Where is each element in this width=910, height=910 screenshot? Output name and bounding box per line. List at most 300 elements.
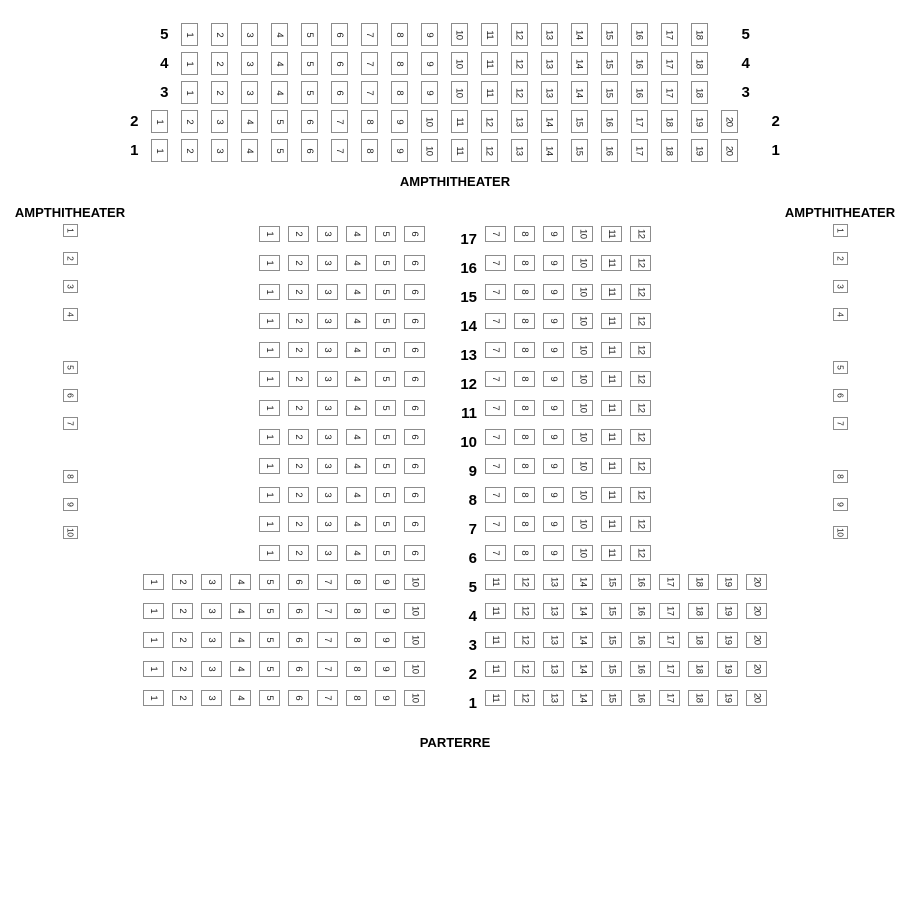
seat-side-right[interactable] [833, 224, 848, 237]
seat-parterre[interactable] [404, 516, 425, 532]
seat-parterre[interactable] [572, 313, 593, 329]
seat-top-amphitheater[interactable] [361, 110, 378, 133]
seat-top-amphitheater[interactable] [691, 81, 708, 104]
seat-parterre[interactable] [230, 690, 251, 706]
seat-parterre[interactable] [601, 226, 622, 242]
seat-parterre[interactable] [259, 429, 280, 445]
seat-parterre[interactable] [288, 661, 309, 677]
seat-parterre[interactable] [346, 255, 367, 271]
seat-parterre[interactable] [346, 313, 367, 329]
seat-parterre[interactable] [543, 429, 564, 445]
seat-parterre[interactable] [485, 429, 506, 445]
seat-parterre[interactable] [288, 516, 309, 532]
seat-parterre[interactable] [375, 458, 396, 474]
seat-top-amphitheater[interactable] [601, 81, 618, 104]
seat-top-amphitheater[interactable] [301, 52, 318, 75]
seat-top-amphitheater[interactable] [391, 110, 408, 133]
seat-parterre[interactable] [688, 690, 709, 706]
seat-top-amphitheater[interactable] [601, 52, 618, 75]
seat-parterre[interactable] [543, 458, 564, 474]
seat-side-left[interactable] [63, 417, 78, 430]
seat-parterre[interactable] [543, 313, 564, 329]
seat-top-amphitheater[interactable] [631, 52, 648, 75]
seat-parterre[interactable] [543, 661, 564, 677]
seat-parterre[interactable] [346, 284, 367, 300]
seat-parterre[interactable] [404, 487, 425, 503]
seat-side-left[interactable] [63, 252, 78, 265]
seat-parterre[interactable] [659, 603, 680, 619]
seat-top-amphitheater[interactable] [721, 139, 738, 162]
seat-top-amphitheater[interactable] [181, 23, 198, 46]
seat-top-amphitheater[interactable] [481, 23, 498, 46]
seat-parterre[interactable] [543, 284, 564, 300]
seat-side-right[interactable] [833, 252, 848, 265]
seat-top-amphitheater[interactable] [661, 81, 678, 104]
seat-parterre[interactable] [317, 545, 338, 561]
seat-top-amphitheater[interactable] [631, 139, 648, 162]
seat-parterre[interactable] [375, 603, 396, 619]
seat-top-amphitheater[interactable] [661, 23, 678, 46]
seat-parterre[interactable] [514, 690, 535, 706]
seat-parterre[interactable] [201, 603, 222, 619]
seat-parterre[interactable] [288, 632, 309, 648]
seat-top-amphitheater[interactable] [391, 81, 408, 104]
seat-parterre[interactable] [572, 603, 593, 619]
seat-parterre[interactable] [659, 690, 680, 706]
seat-parterre[interactable] [543, 487, 564, 503]
seat-parterre[interactable] [375, 690, 396, 706]
seat-parterre[interactable] [746, 632, 767, 648]
seat-parterre[interactable] [630, 342, 651, 358]
seat-top-amphitheater[interactable] [601, 139, 618, 162]
seat-parterre[interactable] [601, 371, 622, 387]
seat-top-amphitheater[interactable] [511, 52, 528, 75]
seat-top-amphitheater[interactable] [421, 110, 438, 133]
seat-parterre[interactable] [143, 632, 164, 648]
seat-top-amphitheater[interactable] [331, 139, 348, 162]
seat-top-amphitheater[interactable] [151, 139, 168, 162]
seat-parterre[interactable] [543, 342, 564, 358]
seat-parterre[interactable] [288, 487, 309, 503]
seat-top-amphitheater[interactable] [301, 139, 318, 162]
seat-top-amphitheater[interactable] [271, 139, 288, 162]
seat-parterre[interactable] [230, 603, 251, 619]
seat-parterre[interactable] [404, 313, 425, 329]
seat-parterre[interactable] [172, 690, 193, 706]
seat-top-amphitheater[interactable] [271, 110, 288, 133]
seat-parterre[interactable] [485, 516, 506, 532]
seat-parterre[interactable] [404, 603, 425, 619]
seat-parterre[interactable] [317, 690, 338, 706]
seat-parterre[interactable] [317, 284, 338, 300]
seat-parterre[interactable] [601, 284, 622, 300]
seat-parterre[interactable] [375, 574, 396, 590]
seat-parterre[interactable] [375, 516, 396, 532]
seat-parterre[interactable] [259, 545, 280, 561]
seat-parterre[interactable] [375, 284, 396, 300]
seat-parterre[interactable] [514, 400, 535, 416]
seat-top-amphitheater[interactable] [571, 81, 588, 104]
seat-top-amphitheater[interactable] [451, 81, 468, 104]
seat-top-amphitheater[interactable] [391, 52, 408, 75]
seat-parterre[interactable] [404, 400, 425, 416]
seat-parterre[interactable] [259, 284, 280, 300]
seat-side-left[interactable] [63, 498, 78, 511]
seat-parterre[interactable] [259, 342, 280, 358]
seat-parterre[interactable] [259, 371, 280, 387]
seat-parterre[interactable] [514, 545, 535, 561]
seat-top-amphitheater[interactable] [151, 110, 168, 133]
seat-parterre[interactable] [485, 313, 506, 329]
seat-parterre[interactable] [317, 574, 338, 590]
seat-parterre[interactable] [485, 661, 506, 677]
seat-parterre[interactable] [143, 574, 164, 590]
seat-top-amphitheater[interactable] [421, 139, 438, 162]
seat-parterre[interactable] [688, 574, 709, 590]
seat-parterre[interactable] [346, 342, 367, 358]
seat-parterre[interactable] [375, 632, 396, 648]
seat-parterre[interactable] [259, 487, 280, 503]
seat-parterre[interactable] [514, 661, 535, 677]
seat-parterre[interactable] [288, 371, 309, 387]
seat-side-left[interactable] [63, 308, 78, 321]
seat-top-amphitheater[interactable] [481, 52, 498, 75]
seat-top-amphitheater[interactable] [361, 23, 378, 46]
seat-parterre[interactable] [201, 661, 222, 677]
seat-parterre[interactable] [543, 545, 564, 561]
seat-parterre[interactable] [230, 632, 251, 648]
seat-parterre[interactable] [230, 661, 251, 677]
seat-top-amphitheater[interactable] [211, 110, 228, 133]
seat-parterre[interactable] [172, 661, 193, 677]
seat-parterre[interactable] [514, 255, 535, 271]
seat-top-amphitheater[interactable] [481, 81, 498, 104]
seat-top-amphitheater[interactable] [331, 81, 348, 104]
seat-parterre[interactable] [572, 429, 593, 445]
seat-top-amphitheater[interactable] [691, 110, 708, 133]
seat-parterre[interactable] [601, 429, 622, 445]
seat-top-amphitheater[interactable] [271, 52, 288, 75]
seat-parterre[interactable] [346, 487, 367, 503]
seat-parterre[interactable] [485, 371, 506, 387]
seat-parterre[interactable] [514, 429, 535, 445]
seat-top-amphitheater[interactable] [691, 52, 708, 75]
seat-parterre[interactable] [259, 603, 280, 619]
seat-parterre[interactable] [514, 342, 535, 358]
seat-parterre[interactable] [346, 458, 367, 474]
seat-top-amphitheater[interactable] [301, 23, 318, 46]
seat-parterre[interactable] [630, 284, 651, 300]
seat-parterre[interactable] [317, 313, 338, 329]
seat-parterre[interactable] [601, 342, 622, 358]
seat-top-amphitheater[interactable] [691, 139, 708, 162]
seat-parterre[interactable] [543, 603, 564, 619]
seat-parterre[interactable] [172, 574, 193, 590]
seat-parterre[interactable] [572, 632, 593, 648]
seat-parterre[interactable] [404, 574, 425, 590]
seat-top-amphitheater[interactable] [331, 23, 348, 46]
seat-parterre[interactable] [630, 690, 651, 706]
seat-parterre[interactable] [346, 371, 367, 387]
seat-parterre[interactable] [572, 400, 593, 416]
seat-parterre[interactable] [485, 487, 506, 503]
seat-parterre[interactable] [746, 661, 767, 677]
seat-top-amphitheater[interactable] [451, 110, 468, 133]
seat-parterre[interactable] [572, 371, 593, 387]
seat-parterre[interactable] [746, 690, 767, 706]
seat-parterre[interactable] [346, 632, 367, 648]
seat-parterre[interactable] [317, 661, 338, 677]
seat-top-amphitheater[interactable] [421, 52, 438, 75]
seat-parterre[interactable] [375, 661, 396, 677]
seat-side-right[interactable] [833, 280, 848, 293]
seat-top-amphitheater[interactable] [451, 139, 468, 162]
seat-parterre[interactable] [514, 313, 535, 329]
seat-top-amphitheater[interactable] [211, 52, 228, 75]
seat-parterre[interactable] [543, 226, 564, 242]
seat-parterre[interactable] [601, 400, 622, 416]
seat-parterre[interactable] [688, 603, 709, 619]
seat-parterre[interactable] [317, 400, 338, 416]
seat-parterre[interactable] [375, 545, 396, 561]
seat-top-amphitheater[interactable] [631, 23, 648, 46]
seat-parterre[interactable] [404, 458, 425, 474]
seat-parterre[interactable] [601, 661, 622, 677]
seat-top-amphitheater[interactable] [211, 81, 228, 104]
seat-parterre[interactable] [601, 487, 622, 503]
seat-side-left[interactable] [63, 280, 78, 293]
seat-side-left[interactable] [63, 526, 78, 539]
seat-parterre[interactable] [259, 574, 280, 590]
seat-top-amphitheater[interactable] [181, 52, 198, 75]
seat-parterre[interactable] [288, 429, 309, 445]
seat-parterre[interactable] [572, 342, 593, 358]
seat-parterre[interactable] [375, 429, 396, 445]
seat-parterre[interactable] [201, 632, 222, 648]
seat-parterre[interactable] [404, 661, 425, 677]
seat-parterre[interactable] [485, 458, 506, 474]
seat-top-amphitheater[interactable] [541, 81, 558, 104]
seat-parterre[interactable] [572, 690, 593, 706]
seat-parterre[interactable] [717, 661, 738, 677]
seat-parterre[interactable] [572, 545, 593, 561]
seat-parterre[interactable] [288, 342, 309, 358]
seat-top-amphitheater[interactable] [571, 139, 588, 162]
seat-top-amphitheater[interactable] [571, 110, 588, 133]
seat-parterre[interactable] [375, 255, 396, 271]
seat-parterre[interactable] [404, 690, 425, 706]
seat-parterre[interactable] [485, 255, 506, 271]
seat-parterre[interactable] [630, 429, 651, 445]
seat-parterre[interactable] [601, 545, 622, 561]
seat-top-amphitheater[interactable] [271, 81, 288, 104]
seat-parterre[interactable] [317, 342, 338, 358]
seat-top-amphitheater[interactable] [511, 81, 528, 104]
seat-parterre[interactable] [485, 226, 506, 242]
seat-parterre[interactable] [259, 661, 280, 677]
seat-parterre[interactable] [543, 371, 564, 387]
seat-parterre[interactable] [288, 284, 309, 300]
seat-parterre[interactable] [514, 632, 535, 648]
seat-parterre[interactable] [543, 255, 564, 271]
seat-parterre[interactable] [288, 574, 309, 590]
seat-parterre[interactable] [346, 429, 367, 445]
seat-parterre[interactable] [259, 516, 280, 532]
seat-top-amphitheater[interactable] [361, 139, 378, 162]
seat-side-right[interactable] [833, 526, 848, 539]
seat-top-amphitheater[interactable] [541, 110, 558, 133]
seat-side-left[interactable] [63, 224, 78, 237]
seat-top-amphitheater[interactable] [361, 81, 378, 104]
seat-parterre[interactable] [630, 487, 651, 503]
seat-parterre[interactable] [717, 603, 738, 619]
seat-parterre[interactable] [630, 574, 651, 590]
seat-parterre[interactable] [259, 400, 280, 416]
seat-parterre[interactable] [601, 603, 622, 619]
seat-top-amphitheater[interactable] [331, 110, 348, 133]
seat-parterre[interactable] [601, 632, 622, 648]
seat-top-amphitheater[interactable] [541, 23, 558, 46]
seat-parterre[interactable] [485, 284, 506, 300]
seat-parterre[interactable] [143, 603, 164, 619]
seat-parterre[interactable] [172, 603, 193, 619]
seat-parterre[interactable] [317, 371, 338, 387]
seat-parterre[interactable] [288, 458, 309, 474]
seat-parterre[interactable] [317, 632, 338, 648]
seat-parterre[interactable] [601, 458, 622, 474]
seat-top-amphitheater[interactable] [721, 110, 738, 133]
seat-parterre[interactable] [485, 342, 506, 358]
seat-top-amphitheater[interactable] [631, 110, 648, 133]
seat-parterre[interactable] [201, 690, 222, 706]
seat-parterre[interactable] [404, 342, 425, 358]
seat-parterre[interactable] [514, 226, 535, 242]
seat-parterre[interactable] [630, 400, 651, 416]
seat-parterre[interactable] [572, 516, 593, 532]
seat-parterre[interactable] [688, 632, 709, 648]
seat-parterre[interactable] [346, 226, 367, 242]
seat-top-amphitheater[interactable] [571, 52, 588, 75]
seat-parterre[interactable] [404, 284, 425, 300]
seat-parterre[interactable] [659, 574, 680, 590]
seat-parterre[interactable] [375, 371, 396, 387]
seat-side-right[interactable] [833, 308, 848, 321]
seat-parterre[interactable] [514, 458, 535, 474]
seat-parterre[interactable] [630, 226, 651, 242]
seat-top-amphitheater[interactable] [391, 139, 408, 162]
seat-parterre[interactable] [375, 313, 396, 329]
seat-top-amphitheater[interactable] [511, 139, 528, 162]
seat-parterre[interactable] [375, 487, 396, 503]
seat-top-amphitheater[interactable] [481, 110, 498, 133]
seat-parterre[interactable] [630, 661, 651, 677]
seat-top-amphitheater[interactable] [451, 52, 468, 75]
seat-parterre[interactable] [717, 690, 738, 706]
seat-parterre[interactable] [485, 690, 506, 706]
seat-parterre[interactable] [288, 226, 309, 242]
seat-parterre[interactable] [346, 690, 367, 706]
seat-top-amphitheater[interactable] [301, 81, 318, 104]
seat-parterre[interactable] [572, 284, 593, 300]
seat-parterre[interactable] [317, 603, 338, 619]
seat-parterre[interactable] [572, 255, 593, 271]
seat-parterre[interactable] [143, 661, 164, 677]
seat-top-amphitheater[interactable] [571, 23, 588, 46]
seat-parterre[interactable] [288, 545, 309, 561]
seat-parterre[interactable] [572, 458, 593, 474]
seat-parterre[interactable] [601, 516, 622, 532]
seat-top-amphitheater[interactable] [601, 110, 618, 133]
seat-parterre[interactable] [543, 690, 564, 706]
seat-top-amphitheater[interactable] [241, 23, 258, 46]
seat-side-left[interactable] [63, 470, 78, 483]
seat-side-left[interactable] [63, 361, 78, 374]
seat-top-amphitheater[interactable] [241, 52, 258, 75]
seat-parterre[interactable] [317, 226, 338, 242]
seat-parterre[interactable] [514, 603, 535, 619]
seat-parterre[interactable] [404, 255, 425, 271]
seat-parterre[interactable] [485, 545, 506, 561]
seat-parterre[interactable] [259, 458, 280, 474]
seat-parterre[interactable] [659, 661, 680, 677]
seat-parterre[interactable] [375, 342, 396, 358]
seat-parterre[interactable] [288, 400, 309, 416]
seat-top-amphitheater[interactable] [601, 23, 618, 46]
seat-parterre[interactable] [630, 371, 651, 387]
seat-parterre[interactable] [746, 603, 767, 619]
seat-side-right[interactable] [833, 470, 848, 483]
seat-parterre[interactable] [630, 458, 651, 474]
seat-top-amphitheater[interactable] [211, 23, 228, 46]
seat-parterre[interactable] [572, 574, 593, 590]
seat-parterre[interactable] [404, 226, 425, 242]
seat-parterre[interactable] [485, 632, 506, 648]
seat-parterre[interactable] [259, 226, 280, 242]
seat-parterre[interactable] [259, 632, 280, 648]
seat-top-amphitheater[interactable] [181, 110, 198, 133]
seat-parterre[interactable] [601, 313, 622, 329]
seat-top-amphitheater[interactable] [631, 81, 648, 104]
seat-parterre[interactable] [346, 603, 367, 619]
seat-parterre[interactable] [485, 400, 506, 416]
seat-parterre[interactable] [346, 400, 367, 416]
seat-parterre[interactable] [601, 255, 622, 271]
seat-side-right[interactable] [833, 361, 848, 374]
seat-top-amphitheater[interactable] [271, 23, 288, 46]
seat-parterre[interactable] [514, 574, 535, 590]
seat-top-amphitheater[interactable] [421, 23, 438, 46]
seat-parterre[interactable] [346, 661, 367, 677]
seat-parterre[interactable] [688, 661, 709, 677]
seat-parterre[interactable] [630, 313, 651, 329]
seat-top-amphitheater[interactable] [691, 23, 708, 46]
seat-parterre[interactable] [746, 574, 767, 590]
seat-top-amphitheater[interactable] [241, 81, 258, 104]
seat-parterre[interactable] [317, 458, 338, 474]
seat-parterre[interactable] [259, 313, 280, 329]
seat-parterre[interactable] [514, 487, 535, 503]
seat-parterre[interactable] [404, 429, 425, 445]
seat-parterre[interactable] [317, 516, 338, 532]
seat-parterre[interactable] [230, 574, 251, 590]
seat-parterre[interactable] [601, 574, 622, 590]
seat-parterre[interactable] [288, 313, 309, 329]
seat-top-amphitheater[interactable] [181, 139, 198, 162]
seat-side-right[interactable] [833, 417, 848, 430]
seat-top-amphitheater[interactable] [361, 52, 378, 75]
seat-parterre[interactable] [317, 429, 338, 445]
seat-top-amphitheater[interactable] [391, 23, 408, 46]
